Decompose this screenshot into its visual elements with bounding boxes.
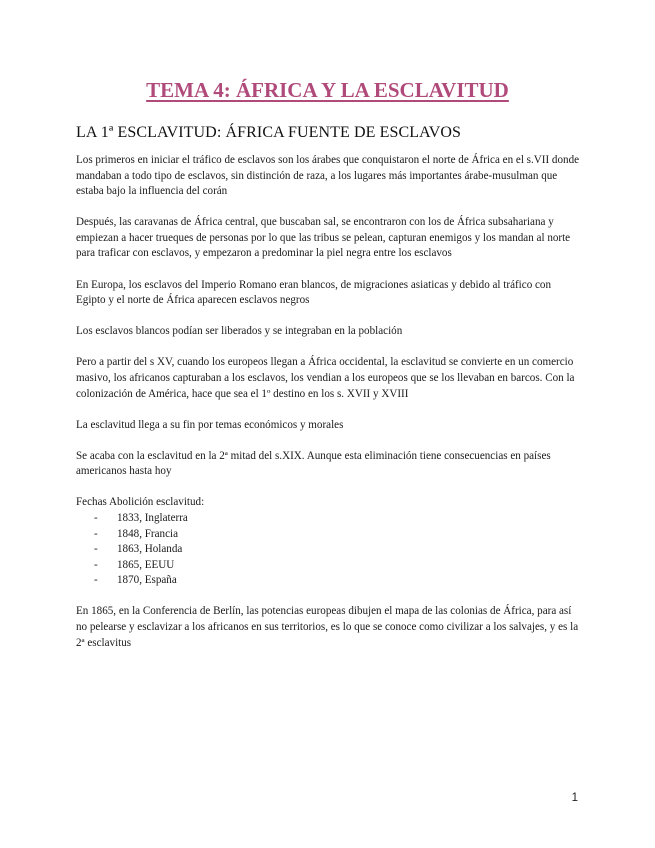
section-subtitle: LA 1ª ESCLAVITUD: ÁFRICA FUENTE DE ESCLAVOS — [76, 124, 462, 141]
list-item-text: 1865, EEUU — [117, 558, 175, 571]
abolition-list — [76, 511, 581, 589]
paragraph-end-of-slavery: La esclavitud llega a su fin por temas económicos y morales — [76, 418, 344, 431]
paragraph-xv-century: Pero a partir del s XV, cuando los europeos llegan a África occidental, la esclavitud se convierte en un comercio masivo, los africanos capturaban a los esclavos, los vendian a los europeos que se los llevaban en barcos. Con la colonización de América, hace que sea el 1º destino en los s. XVII y XVIII — [76, 356, 575, 400]
paragraph-caravans: Después, las caravanas de África central, que buscaban sal, se encontraron con los de África subsahariana y empiezan a hacer trueques de personas por lo que las tribus se pelean, capturan enemigos y los mandan al norte para traficar con esclavos, y empezaron a predominar la piel negra entre los esclavos — [76, 216, 571, 260]
paragraph-europe: En Europa, los esclavos del Imperio Romano eran blancos, de migraciones asiaticas y debido al tráfico con Egipto y el norte de África aparecen esclavos negros — [76, 278, 552, 307]
paragraph-arab-trade: Los primeros en iniciar el tráfico de esclavos son los árabes que conquistaron el norte de África en el s.VII donde mandaban a todo tipo de esclavos, sin distinción de raza, a los lugares más importantes árabe-musulman que estaba bajo la influencia del corán — [76, 154, 580, 198]
list-item — [76, 527, 581, 543]
paragraph-xix-century: Se acaba con la esclavitud en la 2ª mitad del s.XIX. Aunque esta eliminación tiene consecuencias en países americanos hasta hoy — [76, 449, 551, 478]
list-item — [76, 573, 581, 589]
list-bullet: - — [94, 527, 98, 540]
list-bullet: - — [94, 574, 98, 587]
paragraph-berlin-conference: En 1865, en la Conferencia de Berlín, las potencias europeas dibujen el mapa de las colonias de África, para así no pelearse y esclavizar a los africanos en sus territorios, es lo que se conoce como civilizar a los salvajes, y es la 2ª esclavitus — [76, 605, 579, 649]
list-item — [76, 511, 581, 527]
list-item-text: 1848, Francia — [117, 527, 178, 540]
list-bullet: - — [94, 512, 98, 524]
list-item — [76, 542, 581, 558]
paragraph-white-slaves: Los esclavos blancos podían ser liberados y se integraban en la población — [76, 325, 403, 338]
abolition-heading: Fechas Abolición esclavitud: — [76, 496, 205, 509]
page-number: 1 — [571, 792, 578, 804]
list-item-text: 1870, España — [117, 574, 177, 587]
list-bullet: - — [94, 558, 98, 571]
list-item-text: 1863, Holanda — [117, 543, 183, 556]
list-bullet: - — [94, 543, 98, 556]
list-item-text: 1833, Inglaterra — [117, 512, 188, 524]
list-item — [76, 558, 581, 574]
document-body — [76, 124, 581, 667]
page-title: TEMA 4: ÁFRICA Y LA ESCLAVITUD — [146, 78, 509, 102]
